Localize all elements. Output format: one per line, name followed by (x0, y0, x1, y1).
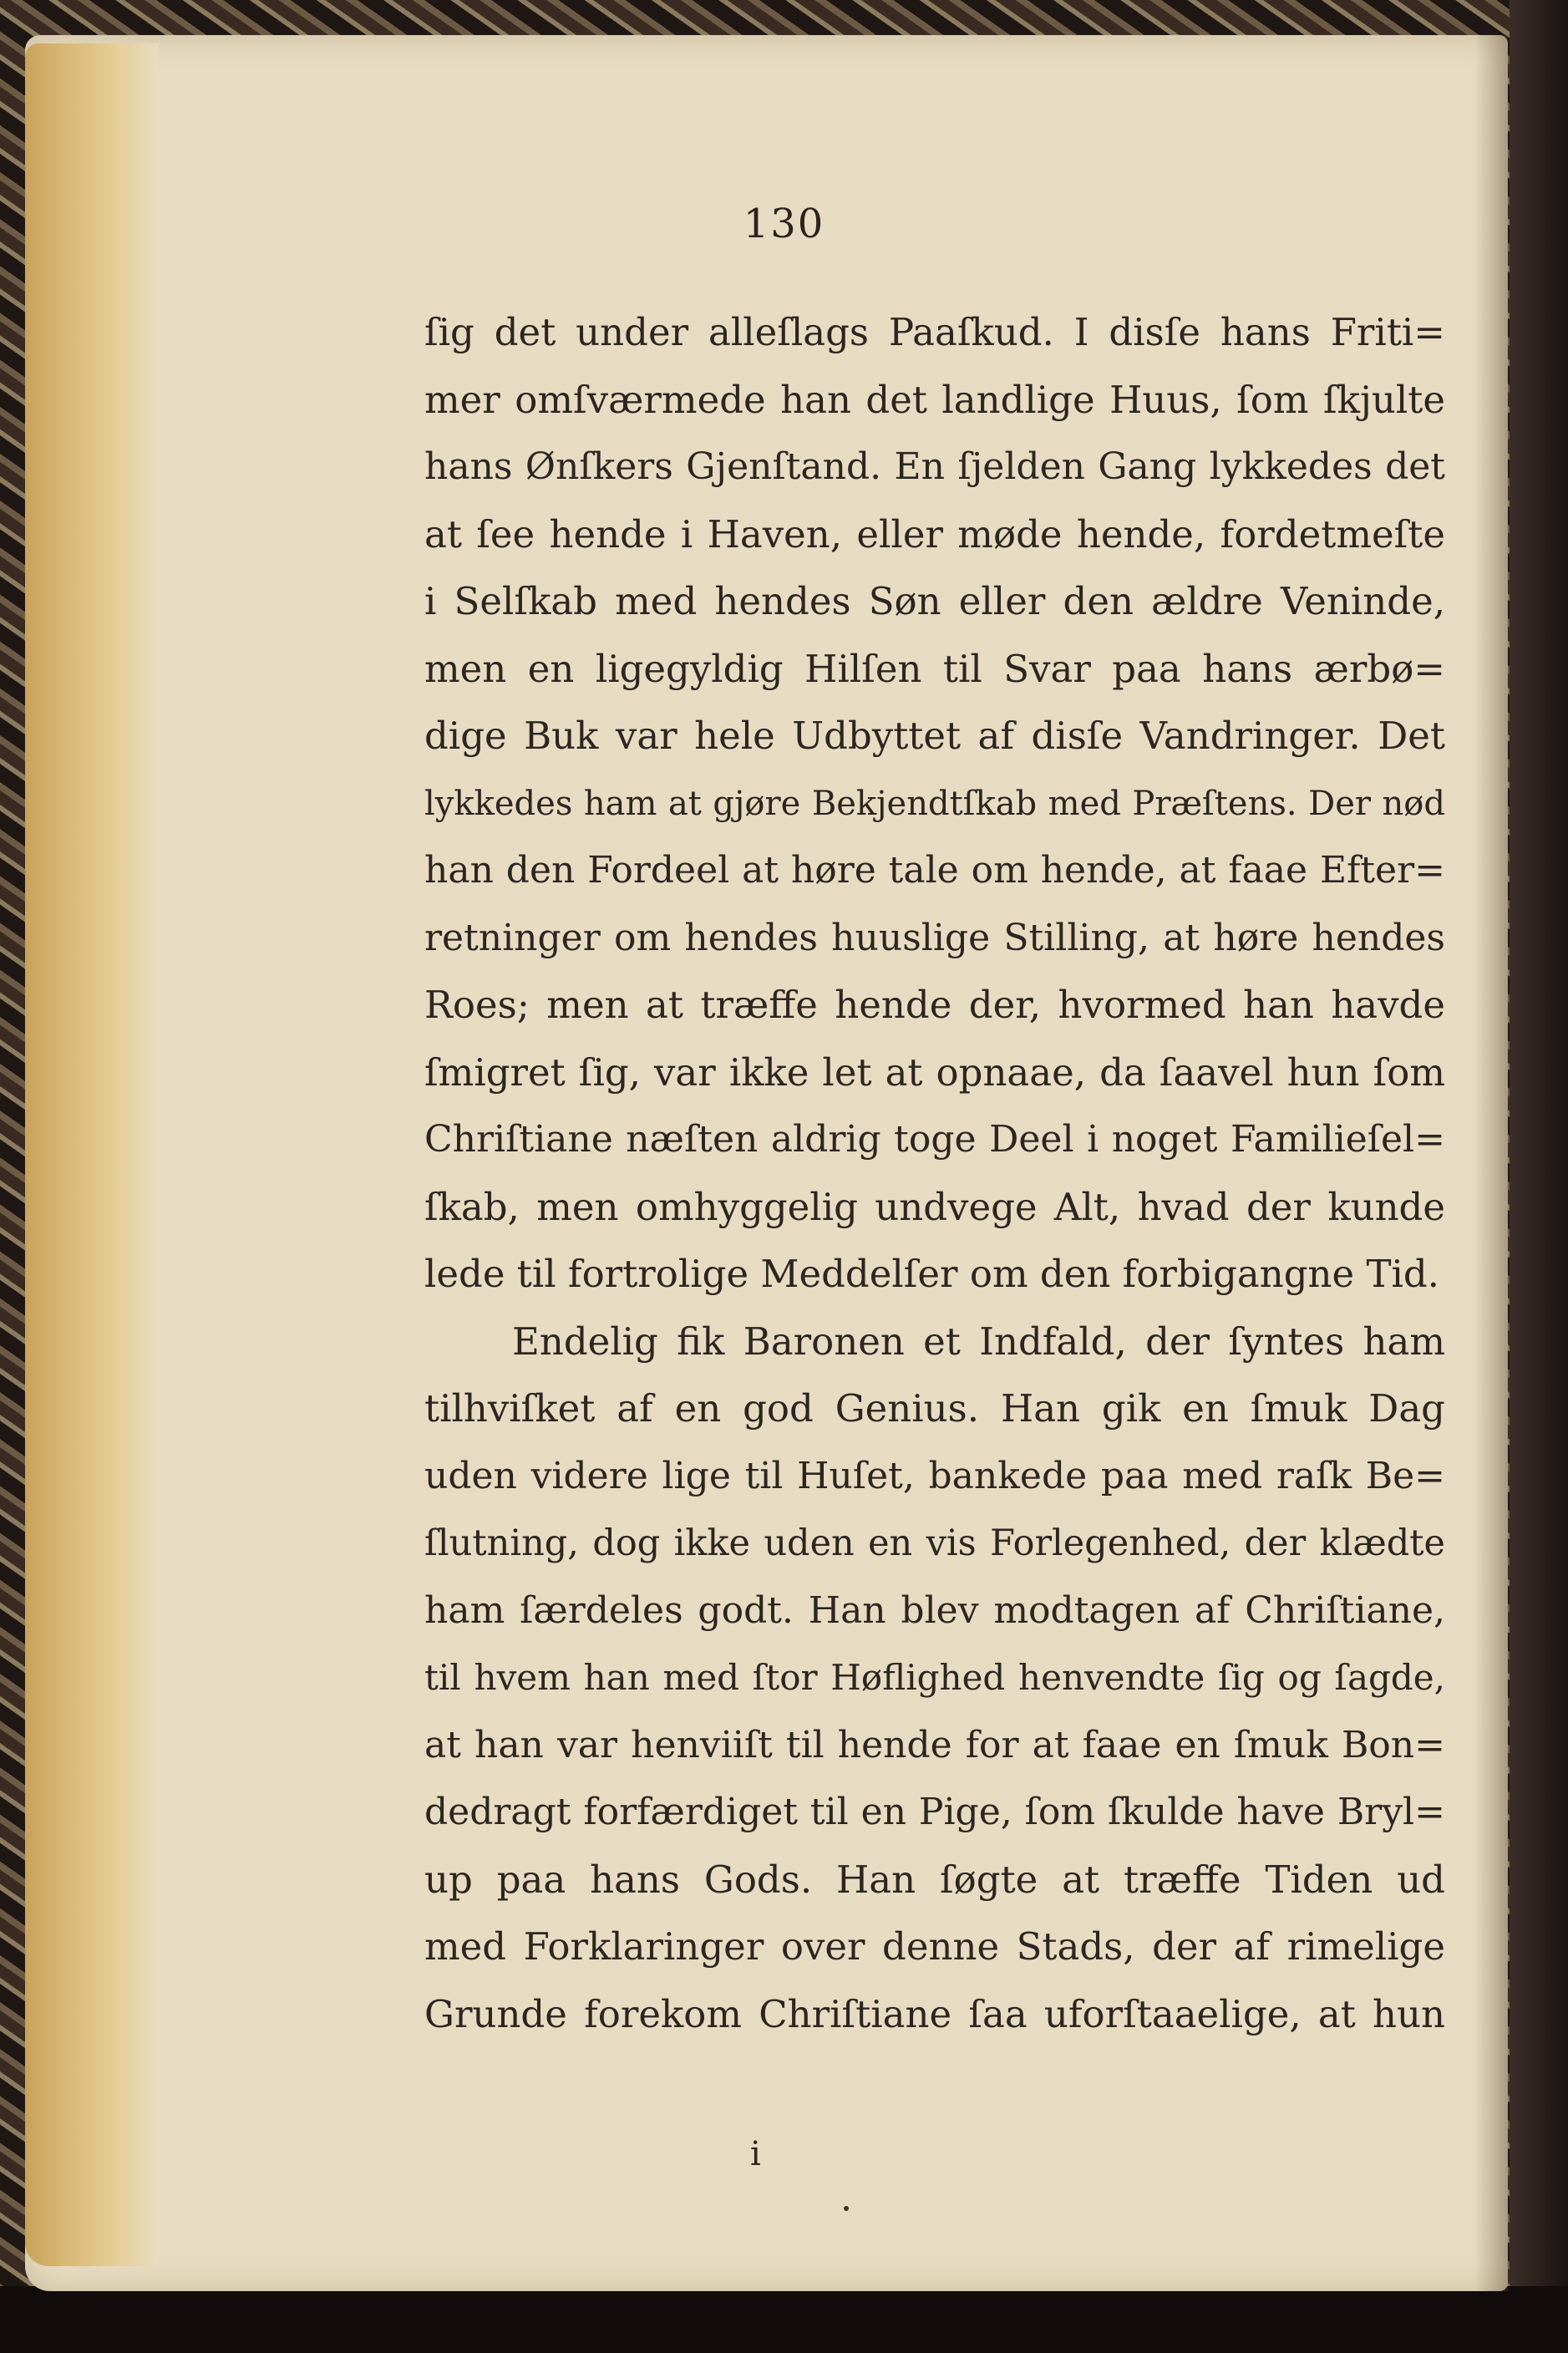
text-line: dige Buk var hele Udbyttet af disſe Vandringer. Det (424, 714, 1445, 758)
text-line: til hvem han med ſtor Høflighed henvendte ſig og ſagde, (424, 1657, 1445, 1698)
body-text (424, 299, 1445, 2048)
signature-mark: i (750, 2135, 761, 2173)
ink-dot (844, 2206, 849, 2211)
paragraph-1 (424, 299, 1445, 1309)
book-bottom-shadow (0, 2286, 1568, 2353)
text-line: ham ſærdeles godt. Han blev modtagen af Chriſtiane, (424, 1588, 1445, 1632)
text-line: uden videre lige til Huſet, bankede paa med raſk Be= (424, 1454, 1445, 1497)
text-line: ſkab, men omhyggelig undvege Alt, hvad der kunde (424, 1184, 1445, 1229)
text-line: Endelig fik Baronen et Indfald, der ſyntes ham (512, 1319, 1445, 1364)
gilded-page-edge (25, 43, 159, 2266)
text-line: ſmigret ſig, var ikke let at opnaae, da ſaavel hun ſom (424, 1049, 1445, 1095)
text-line: at han var henviiſt til hende for at faae en ſmuk Bon= (424, 1723, 1445, 1766)
text-line: lede til fortrolige Meddelſer om den forbigangne Tid. (424, 1252, 1439, 1296)
text-line: lykkedes ham at gjøre Bekjendtſkab med Præſtens. Der nød (424, 784, 1445, 823)
paragraph-2 (424, 1309, 1445, 2049)
text-line: i Selſkab med hendes Søn eller den ældre Veninde, (424, 579, 1445, 623)
text-line: men en ligegyldig Hilſen til Svar paa hans ærbø= (424, 646, 1445, 691)
text-line: Roes; men at træffe hende der, hvormed han havde (424, 983, 1445, 1027)
book-spine-edge (1510, 0, 1568, 2353)
text-line: retninger om hendes huuslige Stilling, at høre hendes (424, 916, 1445, 959)
text-line: tilhviſket af en god Genius. Han gik en ſmuk Dag (424, 1386, 1445, 1431)
gutter-shadow (1474, 35, 1508, 2291)
text-line: dedragt forfærdiget til en Pige, ſom ſkulde have Bryl= (424, 1791, 1445, 1833)
text-line: Chriſtiane næſten aldrig toge Deel i noget Familieſel= (424, 1118, 1445, 1161)
text-line: up paa hans Gods. Han ſøgte at træffe Tiden ud (424, 1857, 1445, 1902)
text-line: Grunde forekom Chriſtiane ſaa uforſtaaelige, at hun (424, 1991, 1445, 2036)
text-line: mer omſværmede han det landlige Huus, ſom ſkjulte (424, 377, 1445, 422)
text-line: ſlutning, dog ikke uden en vis Forlegenhed, der klædte (424, 1522, 1445, 1564)
text-line: han den Fordeel at høre tale om hende, at faae Efter= (424, 849, 1445, 892)
text-line: at ſee hende i Haven, eller møde hende, fordetmeſte (424, 511, 1445, 556)
text-line: med Forklaringer over denne Stads, der af rimelige (424, 1924, 1445, 1969)
text-line: hans Ønſkers Gjenſtand. En ſjelden Gang lykkedes det (424, 445, 1445, 488)
page-number: 130 (743, 201, 825, 247)
text-line: ſig det under alleſlags Paaſkud. I disſe hans Friti= (424, 310, 1445, 354)
